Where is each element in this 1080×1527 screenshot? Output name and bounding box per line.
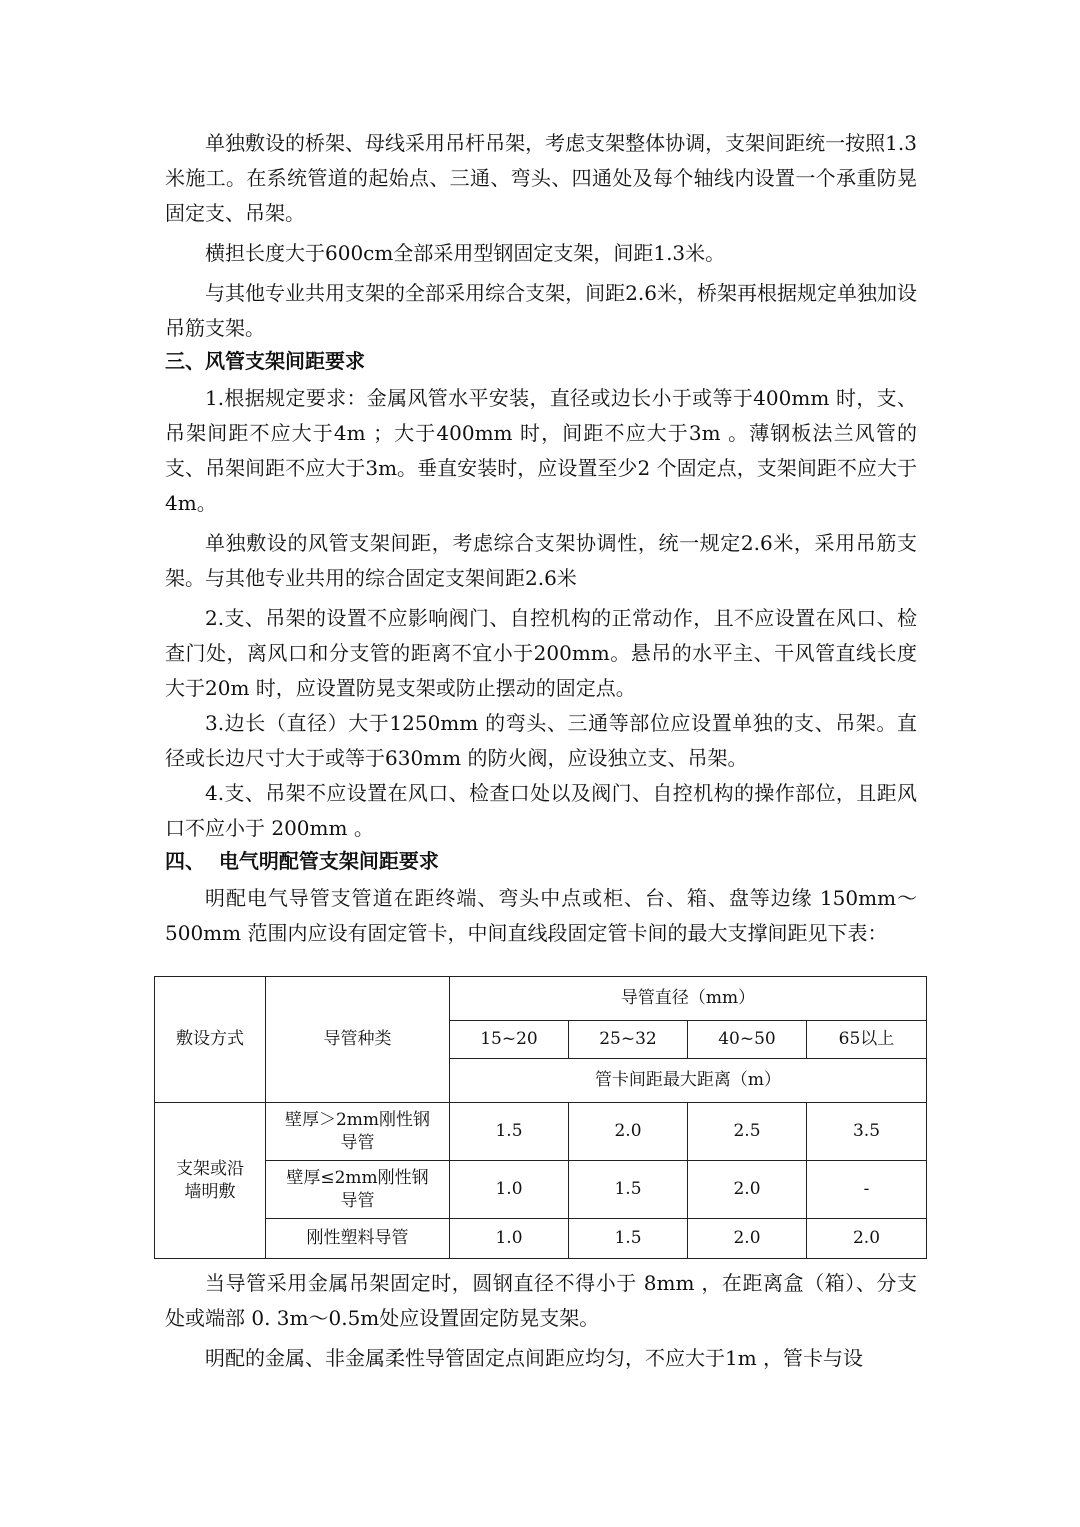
spacing-cell: 1.0 bbox=[450, 1161, 569, 1219]
paragraph-conduit-intro: 明配电气导管支管道在距终端、弯头中点或柜、台、箱、盘等边缘 150mm～500mm 范围内应设有固定管卡，中间直线段固定管卡间的最大支撑间距见下表： bbox=[165, 886, 917, 945]
conduit-type-cell bbox=[266, 1103, 450, 1161]
spacing-cell: 1.5 bbox=[569, 1219, 688, 1259]
diameter-col-2: 25~32 bbox=[569, 1021, 688, 1059]
paragraph-duct-4: 4.支、吊架不应设置在风口、检查口处以及阀门、自控机构的操作部位，且距风口不应小于 200mm 。 bbox=[165, 781, 917, 840]
paragraph-duct-1: 1.根据规定要求：金属风管水平安装，直径或边长小于或等于400mm 时，支、吊架间距不应大于4m ；大于400mm 时，间距不应大于3m 。薄钢板法兰风管的支、吊架间距不应大于3m。垂直安装时，应设置至少2 个固定点，支架间距不应大于4m。 bbox=[165, 386, 917, 515]
header-conduit-diameter: 导管直径（mm） bbox=[450, 977, 927, 1021]
paragraph-duct-2: 2.支、吊架的设置不应影响阀门、自控机构的正常动作，且不应设置在风口、检查门处，离风口和分支管的距离不宜小于200mm。悬吊的水平主、干风管直线长度大于20m 时，应设置防晃支架或防止摆动的固定点。 bbox=[165, 606, 917, 700]
document-body-continued bbox=[165, 1266, 917, 1376]
paragraph-crossarm: 横担长度大于600cm全部采用型钢固定支架，间距1.3米。 bbox=[205, 241, 726, 265]
spacing-cell: 1.5 bbox=[569, 1161, 688, 1219]
spacing-cell: 2.0 bbox=[688, 1219, 807, 1259]
paragraph-duct-3: 3.边长（直径）大于1250mm 的弯头、三通等部位应设置单独的支、吊架。直径或长边尺寸大于或等于630mm 的防火阀，应设独立支、吊架。 bbox=[165, 711, 917, 770]
section-3-heading: 三、风管支架间距要求 bbox=[165, 349, 365, 373]
diameter-col-4: 65以上 bbox=[807, 1021, 927, 1059]
spacing-cell: - bbox=[807, 1161, 927, 1219]
conduit-type-cell: 刚性塑料导管 bbox=[266, 1219, 450, 1259]
table-row bbox=[155, 1161, 927, 1219]
paragraph-duct-spacing: 单独敷设的风管支架间距，考虑综合支架协调性，统一规定2.6米，采用吊筋支架。与其他专业共用的综合固定支架间距2.6米 bbox=[165, 531, 917, 590]
table-row bbox=[155, 1219, 927, 1259]
paragraph-shared-support: 与其他专业共用支架的全部采用综合支架，间距2.6米，桥架再根据规定单独加设吊筋支架。 bbox=[165, 281, 917, 340]
spacing-cell: 2.0 bbox=[688, 1161, 807, 1219]
spacing-cell: 2.0 bbox=[807, 1219, 927, 1259]
header-conduit-type: 导管种类 bbox=[266, 977, 450, 1103]
diameter-col-3: 40~50 bbox=[688, 1021, 807, 1059]
laying-method-value: 支架或沿墙明敷 bbox=[176, 1158, 244, 1202]
conduit-type-cell bbox=[266, 1161, 450, 1219]
table-row bbox=[155, 1103, 927, 1161]
spacing-cell: 2.0 bbox=[569, 1103, 688, 1161]
paragraph-metal-hanger: 当导管采用金属吊架固定时，圆钢直径不得小于 8mm ，在距离盒（箱）、分支处或端部 0. 3m～0.5m处应设置固定防晃支架。 bbox=[165, 1271, 917, 1330]
header-clip-spacing: 管卡间距最大距离（m） bbox=[450, 1059, 927, 1103]
paragraph-bridge-support: 单独敷设的桥架、母线采用吊杆吊架，考虑支架整体协调，支架间距统一按照1.3米施工。在系统管道的起始点、三通、弯头、四通处及每个轴线内设置一个承重防晃固定支、吊架。 bbox=[165, 131, 917, 225]
spacing-cell: 2.5 bbox=[688, 1103, 807, 1161]
spacing-cell: 1.5 bbox=[450, 1103, 569, 1161]
document-body bbox=[165, 126, 917, 951]
conduit-spacing-table bbox=[154, 976, 927, 1259]
header-laying-method: 敷设方式 bbox=[155, 977, 266, 1103]
paragraph-flexible-conduit: 明配的金属、非金属柔性导管固定点间距应均匀，不应大于1m ，管卡与设 bbox=[205, 1346, 864, 1370]
spacing-cell: 3.5 bbox=[807, 1103, 927, 1161]
conduit-type-label: 壁厚≤2mm刚性钢导管 bbox=[286, 1167, 429, 1211]
section-4-heading: 四、 电气明配管支架间距要求 bbox=[165, 849, 439, 873]
diameter-col-1: 15~20 bbox=[450, 1021, 569, 1059]
conduit-type-label: 壁厚＞2mm刚性钢导管 bbox=[284, 1109, 431, 1153]
spacing-cell: 1.0 bbox=[450, 1219, 569, 1259]
laying-method-cell bbox=[155, 1103, 266, 1259]
